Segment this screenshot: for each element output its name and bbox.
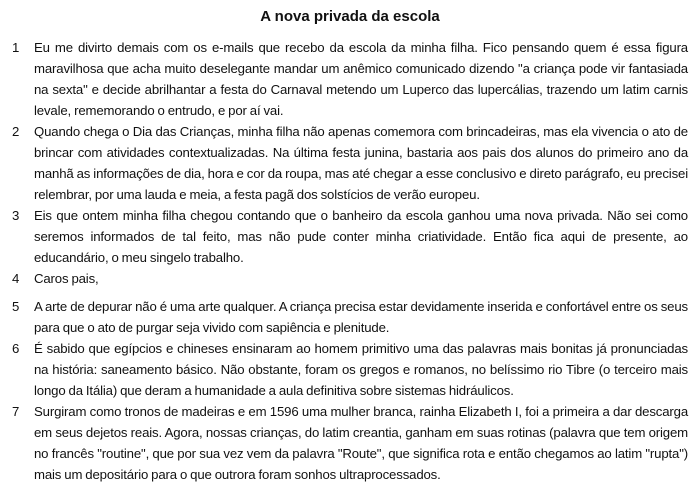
paragraph-number: 3 bbox=[12, 208, 20, 223]
paragraph-text: Caros pais, bbox=[34, 271, 99, 286]
paragraph-number: 6 bbox=[12, 341, 20, 356]
paragraph-text: É sabido que egípcios e chineses ensinaram ao homem primitivo uma das palavras mais bonitas já pronunciadas na história: saneamento básico. Não obstante, foram os gregos e romanos, no belíssimo rio Tibre (o terceiro mais longo da Itália) que deram a humanidade a aula definitiva sobre sistemas hidráulicos. bbox=[34, 341, 688, 398]
paragraph-text: Quando chega o Dia das Crianças, minha filha não apenas comemora com brincadeiras, mas ela vivencia o ato de brincar com atividades contextualizadas. Na última festa junina, bastaria aos pais dos alunos do primeiro ano da manhã as informações de dia, hora e cor da roupa, mas até chegar a esse conclusivo e direto parágrafo, eu precisei relembrar, por uma lauda e meia, a festa pagã dos solstícios de verão europeu. bbox=[34, 124, 688, 202]
paragraph-number: 2 bbox=[12, 124, 20, 139]
paragraph-number: 5 bbox=[12, 299, 20, 314]
paragraph-text: Eu me divirto demais com os e-mails que recebo da escola da minha filha. Fico pensando quem é essa figura maravilhosa que acha muito deselegante mandar um anêmico comunicado dizendo "a criança pode vir fantasiada na sexta" e decide abrilhantar a festa do Carnaval metendo um Luperco das lupercálias, trazendo um latim carnis levale, rememorando o entrudo, e por aí vai. bbox=[34, 40, 688, 118]
paragraph-text: Eis que ontem minha filha chegou contando que o banheiro da escola ganhou uma nova privada. Não sei como seremos informados de tal feito, mas não pude conter minha criatividade. Então fica aqui de presente, ao educandário, o meu singelo trabalho. bbox=[34, 208, 688, 265]
paragraph-number: 4 bbox=[12, 271, 20, 286]
paragraph-number: 1 bbox=[12, 40, 20, 55]
paragraph-number: 7 bbox=[12, 404, 20, 419]
document-title: A nova privada da escola bbox=[260, 8, 440, 25]
paragraph-text: Surgiram como tronos de madeiras e em 1596 uma mulher branca, rainha Elizabeth I, foi a primeira a dar descarga em seus dejetos reais. Agora, nossas crianças, do latim creantia, ganham em suas rotinas (palavra que tem origem no francês "routine", que por sua vez vem da palavra "Route", que significa rota e então chegamos ao latim "rupta") mais um depositário para o que outrora foram sonhos ultraprocessados. bbox=[34, 404, 688, 482]
paragraph-text: A arte de depurar não é uma arte qualquer. A criança precisa estar devidamente inserida e confortável entre os seus para que o ato de purgar seja vivido com sapiência e plenitude. bbox=[34, 299, 688, 335]
